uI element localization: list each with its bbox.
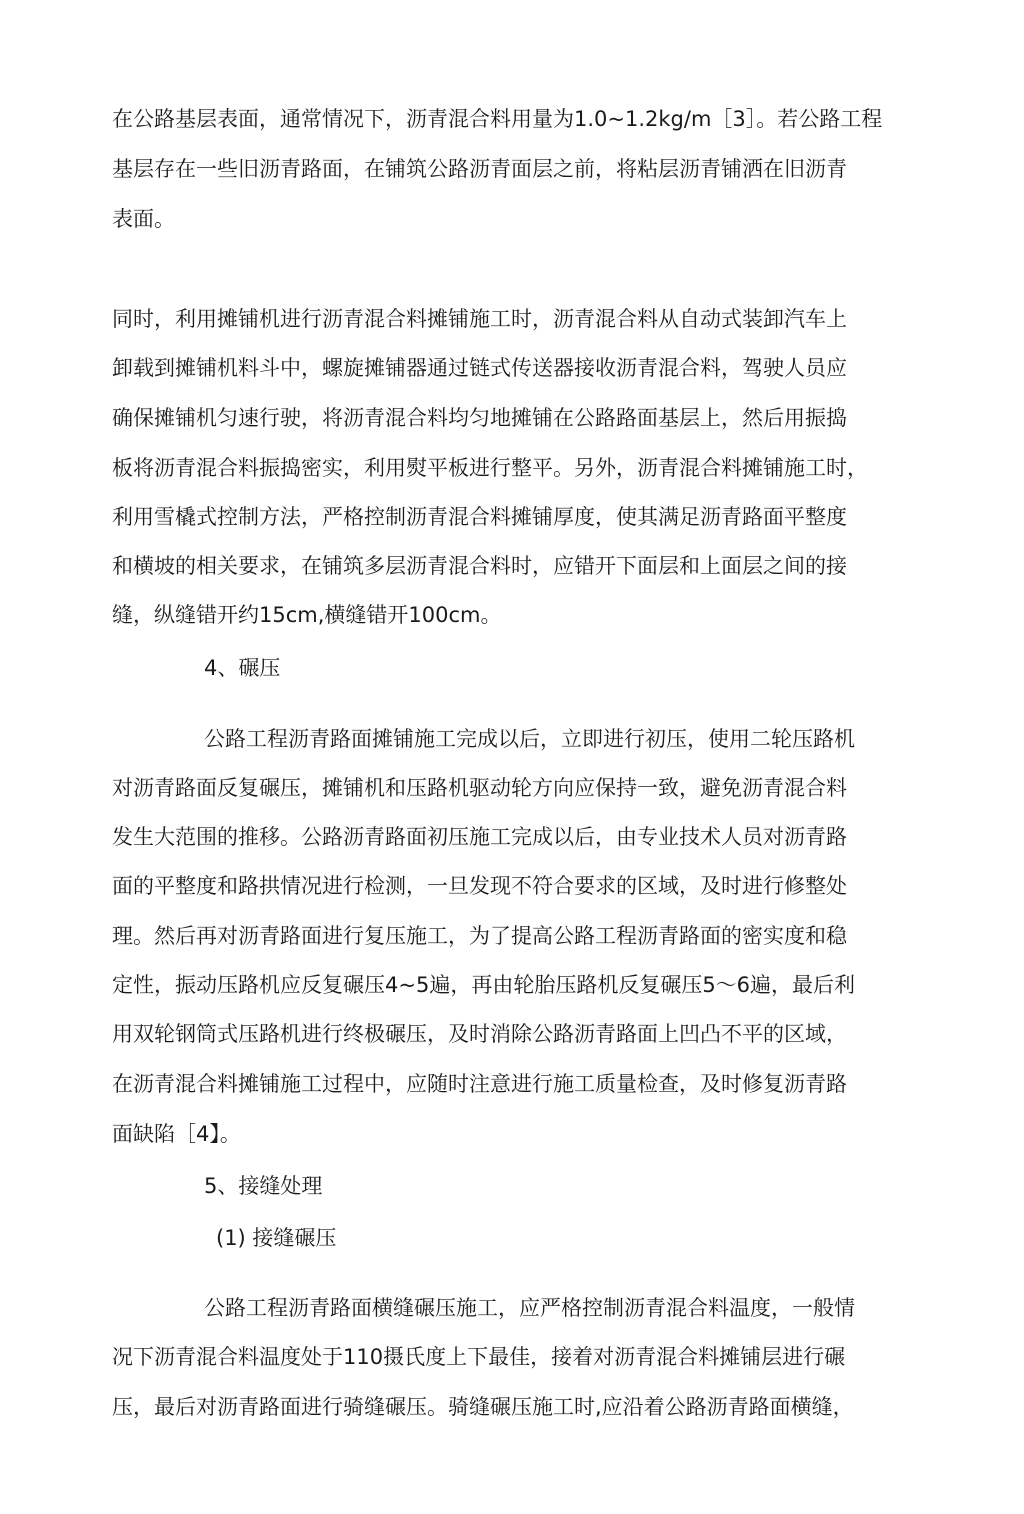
paragraph-line: 理。然后再对沥青路面进行复压施工，为了提高公路工程沥青路面的密实度和稳 [112, 924, 847, 948]
paragraph-line: 公路工程沥青路面摊铺施工完成以后，立即进行初压，使用二轮压路机 [204, 727, 855, 751]
paragraph-line: 在沥青混合料摊铺施工过程中，应随时注意进行施工质量检查，及时修复沥青路 [112, 1072, 847, 1096]
paragraph-line: 和横坡的相关要求，在铺筑多层沥青混合料时，应错开下面层和上面层之间的接 [112, 554, 847, 578]
paragraph-line: 面缺陷［4】。 [112, 1122, 241, 1146]
paragraph-line: 利用雪橇式控制方法，严格控制沥青混合料摊铺厚度，使其满足沥青路面平整度 [112, 505, 847, 529]
paragraph-line: 表面。 [112, 207, 175, 231]
paragraph-line: 在公路基层表面，通常情况下，沥青混合料用量为1.0~1.2kg/m［3］。若公路工程 [112, 107, 883, 131]
paragraph-line: 压，最后对沥青路面进行骑缝碾压。骑缝碾压施工时,应沿着公路沥青路面横缝， [112, 1395, 854, 1419]
paragraph-line: 对沥青路面反复碾压，摊铺机和压路机驱动轮方向应保持一致，避免沥青混合料 [112, 776, 847, 800]
paragraph-line: 况下沥青混合料温度处于110摄氏度上下最佳，接着对沥青混合料摊铺层进行碾 [112, 1345, 846, 1369]
paragraph-line: 面的平整度和路拱情况进行检测，一旦发现不符合要求的区域，及时进行修整处 [112, 874, 847, 898]
paragraph-line: 卸载到摊铺机料斗中，螺旋摊铺器通过链式传送器接收沥青混合料，驾驶人员应 [112, 356, 847, 380]
paragraph-line: 板将沥青混合料振捣密实，利用熨平板进行整平。另外，沥青混合料摊铺施工时， [112, 456, 868, 480]
paragraph-line: 定性，振动压路机应反复碾压4~5遍，再由轮胎压路机反复碾压5～6遍，最后利 [112, 973, 856, 997]
paragraph-line: 发生大范围的推移。公路沥青路面初压施工完成以后，由专业技术人员对沥青路 [112, 825, 847, 849]
paragraph-line: 缝，纵缝错开约15cm,横缝错开100cm。 [112, 603, 502, 627]
paragraph-line: 公路工程沥青路面横缝碾压施工，应严格控制沥青混合料温度，一般情 [204, 1296, 855, 1320]
paragraph-line: 同时，利用摊铺机进行沥青混合料摊铺施工时，沥青混合料从自动式装卸汽车上 [112, 307, 847, 331]
section-heading-rolling: 4、碾压 [204, 656, 281, 680]
paragraph-line: 用双轮钢筒式压路机进行终极碾压，及时消除公路沥青路面上凹凸不平的区域， [112, 1022, 847, 1046]
section-heading-joint-treatment: 5、接缝处理 [204, 1174, 323, 1198]
paragraph-line: 确保摊铺机匀速行驶，将沥青混合料均匀地摊铺在公路路面基层上，然后用振捣 [112, 406, 847, 430]
subsection-heading-joint-rolling: (1) 接缝碾压 [216, 1226, 337, 1250]
paragraph-line: 基层存在一些旧沥青路面，在铺筑公路沥青面层之前，将粘层沥青铺洒在旧沥青 [112, 157, 847, 181]
